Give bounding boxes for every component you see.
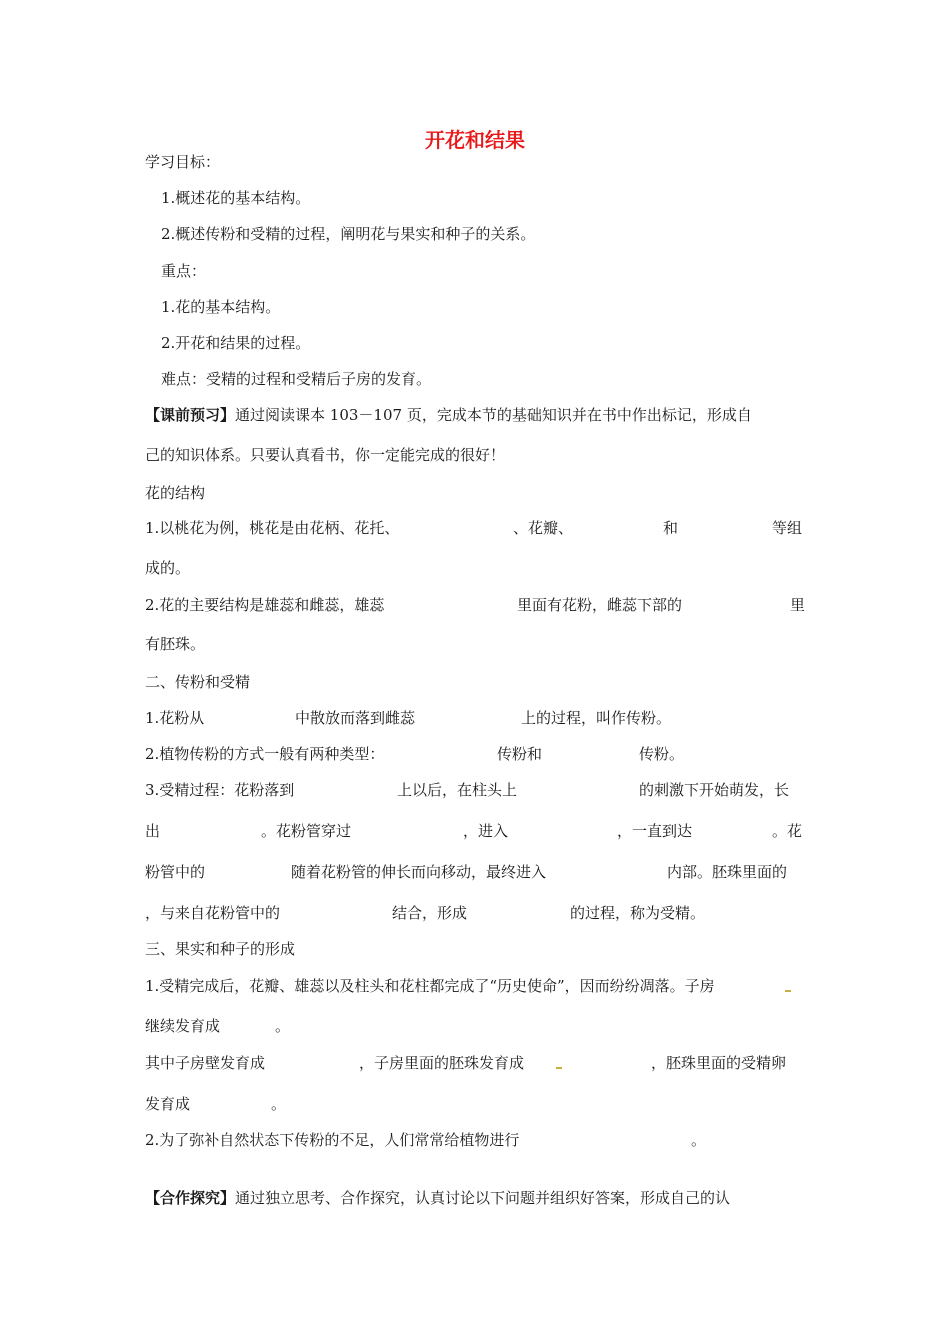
text-segment: 。 xyxy=(275,1017,291,1035)
text-segment: 里面有花粉，雌蕊下部的 xyxy=(517,596,683,614)
s3-question-1c xyxy=(145,1053,806,1073)
s1-question-1 xyxy=(145,518,806,538)
objective-2: 2.概述传粉和受精的过程，阐明花与果实和种子的关系。 xyxy=(161,225,536,243)
text-segment: 2.花的主要结构是雄蕊和雌蕊，雄蕊 xyxy=(145,596,385,614)
text-segment: 里 xyxy=(790,596,806,614)
text-segment: ，进入 xyxy=(463,822,509,840)
text-segment: 出 xyxy=(145,822,161,840)
text-segment: 2.植物传粉的方式一般有两种类型： xyxy=(145,745,385,763)
section-2-title: 二、传粉和受精 xyxy=(145,673,251,691)
s2-question-3d xyxy=(145,903,806,923)
s2-question-3c xyxy=(145,862,806,882)
text-segment: 。 xyxy=(271,1095,287,1113)
stray-mark xyxy=(556,1067,562,1069)
text-segment: ，子房里面的胚珠发育成 xyxy=(359,1054,525,1072)
text-segment: 和 xyxy=(663,519,679,537)
s1-question-2-cont: 有胚珠。 xyxy=(145,635,206,653)
explore-tag: 【合作探究】 xyxy=(145,1189,236,1207)
s3-question-2 xyxy=(145,1130,806,1150)
preview-tag: 【课前预习】 xyxy=(145,406,236,424)
text-segment: 结合，形成 xyxy=(392,904,468,922)
text-segment: 的过程，称为受精。 xyxy=(570,904,706,922)
text-segment: 。花粉管穿过 xyxy=(261,822,352,840)
stray-mark xyxy=(785,990,791,992)
text-segment: 1.花粉从 xyxy=(145,709,205,727)
objective-1: 1.概述花的基本结构。 xyxy=(161,189,311,207)
text-segment: 3.受精过程：花粉落到 xyxy=(145,781,295,799)
text-segment: 。 xyxy=(691,1131,707,1149)
preview-line-2: 己的知识体系。只要认真看书，你一定能完成的很好！ xyxy=(145,446,506,464)
key-points-label: 重点： xyxy=(161,262,207,280)
text-segment: ，与来自花粉管中的 xyxy=(145,904,281,922)
s2-question-3 xyxy=(145,780,806,800)
section-1-title: 花的结构 xyxy=(145,484,206,502)
page-title: 开花和结果 xyxy=(425,128,525,152)
explore-line xyxy=(145,1188,806,1208)
s3-question-1: 1.受精完成后，花瓣、雄蕊以及柱头和花柱都完成了“历史使命”，因而纷纷凋落。子房 xyxy=(145,977,715,995)
text-segment: 传粉和 xyxy=(497,745,543,763)
text-segment: 继续发育成 xyxy=(145,1017,221,1035)
text-segment: 的刺激下开始萌发，长 xyxy=(639,781,790,799)
text-segment: 粉管中的 xyxy=(145,863,206,881)
key-point-2: 2.开花和结果的过程。 xyxy=(161,334,311,352)
preview-line-1 xyxy=(145,405,806,425)
objectives-label: 学习目标： xyxy=(145,153,221,171)
text-segment: 、花瓣、 xyxy=(513,519,574,537)
key-point-1: 1.花的基本结构。 xyxy=(161,298,281,316)
s1-question-2 xyxy=(145,595,806,615)
text-segment: 内部。胚珠里面的 xyxy=(667,863,788,881)
text-segment: 传粉。 xyxy=(639,745,685,763)
text-segment: 等组 xyxy=(772,519,803,537)
s3-question-1b xyxy=(145,1016,806,1036)
s1-question-1-cont: 成的。 xyxy=(145,559,191,577)
s2-question-3b xyxy=(145,821,806,841)
difficulty-line: 难点：受精的过程和受精后子房的发育。 xyxy=(161,370,432,388)
explore-text: 通过独立思考、合作探究，认真讨论以下问题并组织好答案，形成自己的认 xyxy=(235,1189,731,1207)
text-segment: 中散放而落到雌蕊 xyxy=(295,709,416,727)
text-segment: 上的过程，叫作传粉。 xyxy=(521,709,672,727)
text-segment: ，一直到达 xyxy=(617,822,693,840)
section-3-title: 三、果实和种子的形成 xyxy=(145,940,296,958)
s2-question-2 xyxy=(145,744,806,764)
text-segment: 。花 xyxy=(772,822,803,840)
text-segment: 1.以桃花为例，桃花是由花柄、花托、 xyxy=(145,519,400,537)
s2-question-1 xyxy=(145,708,806,728)
text-segment: 上以后，在柱头上 xyxy=(397,781,518,799)
text-segment: ，胚珠里面的受精卵 xyxy=(651,1054,787,1072)
text-segment: 其中子房壁发育成 xyxy=(145,1054,266,1072)
preview-text: 通过阅读课本 103－107 页，完成本节的基础知识并在书中作出标记，形成自 xyxy=(235,406,752,424)
text-segment: 随着花粉管的伸长而向移动，最终进入 xyxy=(291,863,547,881)
text-segment: 发育成 xyxy=(145,1095,191,1113)
text-segment: 2.为了弥补自然状态下传粉的不足，人们常常给植物进行 xyxy=(145,1131,520,1149)
s3-question-1d xyxy=(145,1094,806,1114)
